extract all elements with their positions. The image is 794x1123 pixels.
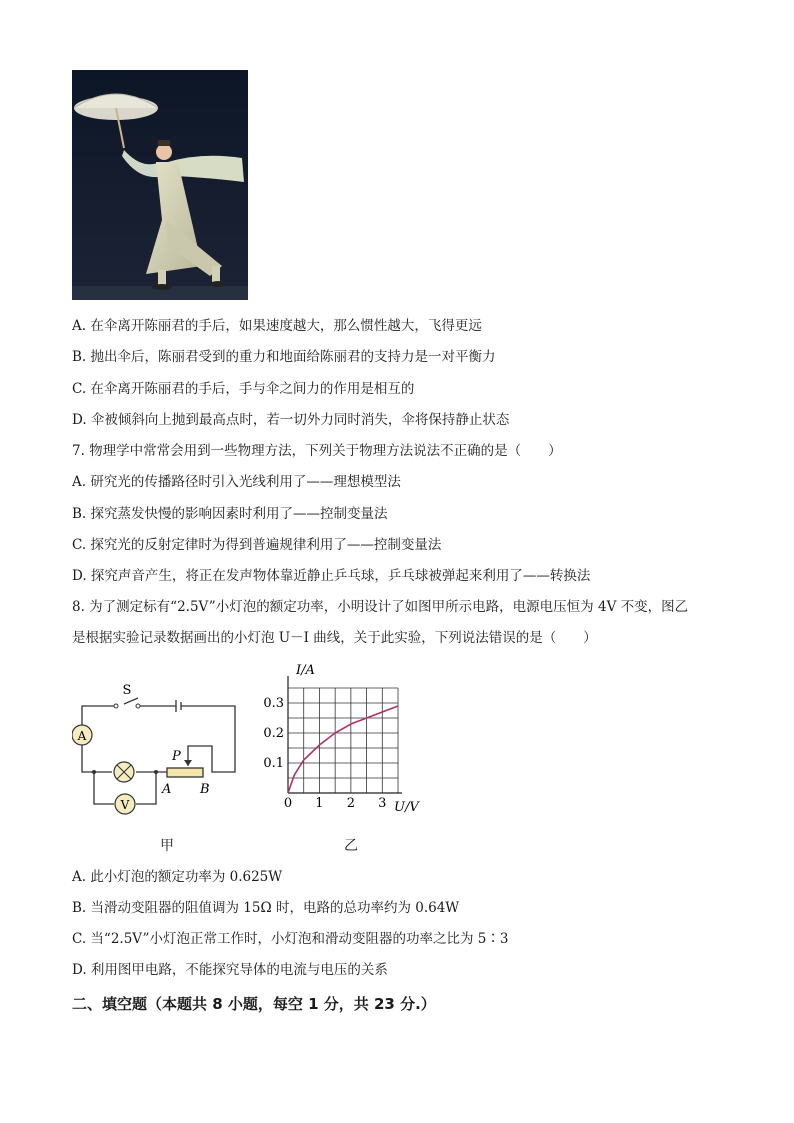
y-tick-label: 0.3 (263, 696, 284, 711)
q8-option-d: D. 利用图甲电路，不能探究导体的电流与电压的关系 (72, 962, 388, 978)
q7-option-a: A. 研究光的传播路径时引入光线利用了——理想模型法 (72, 474, 401, 490)
q7-option-c: C. 探究光的反射定律时为得到普遍规律利用了——控制变量法 (72, 537, 442, 553)
circuit-diagram (72, 680, 252, 820)
section-title: 二、填空题（本题共 8 小题，每空 1 分，共 23 分.） (72, 995, 436, 1013)
q6-option-b: B. 抛出伞后，陈丽君受到的重力和地面给陈丽君的支持力是一对平衡力 (72, 349, 496, 365)
q6-option-c: C. 在伞离开陈丽君的手后，手与伞之间力的作用是相互的 (72, 381, 415, 397)
y-tick-label: 0.2 (263, 726, 284, 741)
caption-yi: 乙 (344, 838, 358, 854)
y-tick-label: 0.1 (263, 756, 284, 771)
q8-option-c: C. 当“2.5V”小灯泡正常工作时，小灯泡和滑动变阻器的功率之比为 5∶3 (72, 931, 509, 947)
y-axis-label: I/A (296, 663, 315, 678)
performer-photo (72, 70, 248, 300)
x-tick-label: 1 (315, 796, 324, 811)
q8-stem-line2: 是根据实验记录数据画出的小灯泡 U－I 曲线，关于此实验，下列说法错误的是（ ） (72, 630, 597, 646)
q8-stem-line1: 8. 为了测定标有“2.5V”小灯泡的额定功率，小明设计了如图甲所示电路，电源电压恒为 4V 不变，图乙 (72, 599, 689, 615)
end-a-label: A (162, 782, 172, 797)
q8-option-a: A. 此小灯泡的额定功率为 0.625W (72, 869, 283, 885)
q6-option-a: A. 在伞离开陈丽君的手后，如果速度越大，那么惯性越大，飞得更远 (72, 318, 482, 334)
i-u-curve (288, 706, 398, 793)
q8-option-b: B. 当滑动变阻器的阻值调为 15Ω 时，电路的总功率约为 0.64W (72, 900, 460, 916)
q7-option-d: D. 探究声音产生，将正在发声物体靠近静止乒乓球，乒乓球被弹起来利用了——转换法 (72, 568, 591, 584)
switch-label: S (122, 683, 132, 698)
end-b-label: B (200, 782, 210, 797)
x-tick-label: 0 (283, 796, 293, 811)
q7-option-b: B. 探究蒸发快慢的影响因素时利用了——控制变量法 (72, 506, 388, 522)
caption-jia: 甲 (160, 838, 174, 854)
x-axis-label: U/V (394, 800, 419, 815)
slider-label: P (172, 749, 181, 764)
u-i-graph (258, 660, 428, 815)
q6-option-d: D. 伞被倾斜向上抛到最高点时，若一切外力同时消失，伞将保持静止状态 (72, 412, 510, 428)
q7-stem: 7. 物理学中常常会用到一些物理方法，下列关于物理方法说法不正确的是（ ） (72, 443, 562, 459)
x-tick-label: 3 (378, 796, 387, 811)
x-tick-label: 2 (346, 796, 355, 811)
voltmeter-label: V (120, 798, 130, 812)
ammeter-label: A (77, 729, 87, 743)
